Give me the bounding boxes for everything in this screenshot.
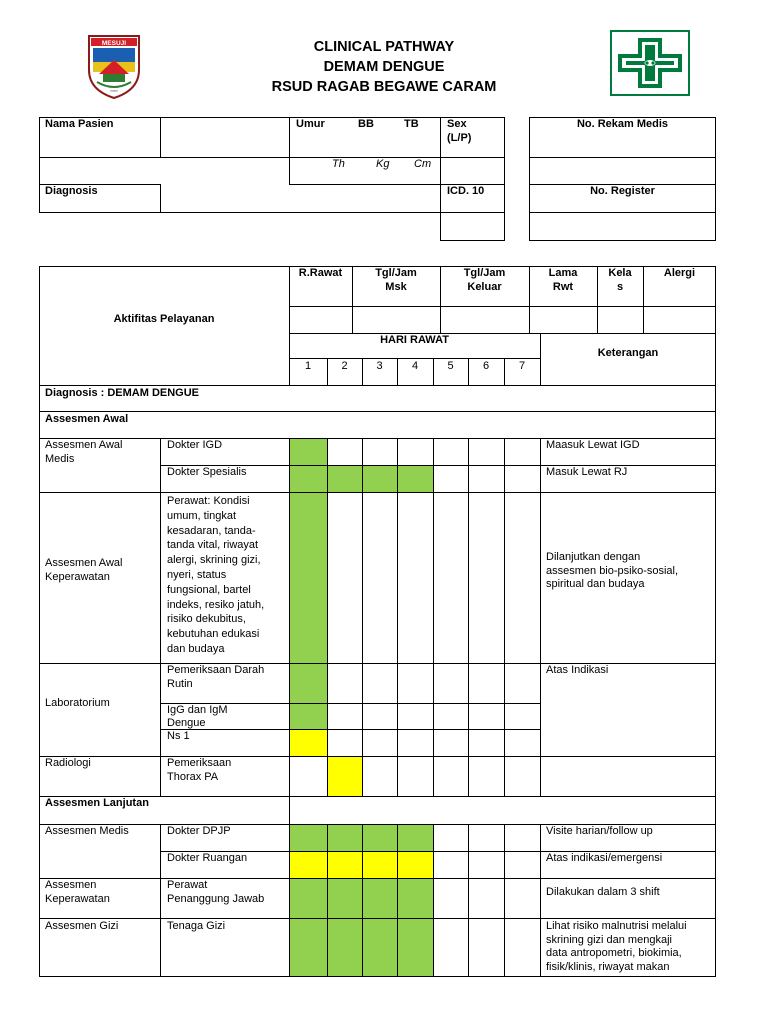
cm-unit: Cm (414, 158, 432, 170)
assesmen-gizi-label: Assesmen Gizi (45, 920, 119, 932)
fill-perawat-pj-day1-4 (289, 878, 433, 918)
dokter-igd-label: Dokter IGD (167, 439, 223, 451)
fill-spesialis-day1-4 (289, 465, 433, 492)
lama-rawat-header: Lama Rwt (548, 267, 578, 293)
svg-text:▪▪▪▪▪▪: ▪▪▪▪▪▪ (110, 89, 118, 93)
fill-lab-day1 (289, 663, 327, 729)
fill-ns1-day1 (289, 729, 327, 756)
aktifitas-header: Aktifitas Pelayanan (113, 313, 215, 325)
day-4: 4 (411, 360, 419, 372)
perawat-pj-note: Dilakukan dalam 3 shift (546, 886, 660, 898)
alergi-header: Alergi (663, 267, 696, 279)
diagnosis-row: Diagnosis : DEMAM DENGUE (45, 387, 200, 399)
dpjp-note: Visite harian/follow up (546, 825, 653, 837)
laboratorium-label: Laboratorium (45, 697, 110, 709)
darah-rutin-label: Pemeriksaan Darah Rutin (167, 664, 265, 690)
fill-gizi-day1-4 (289, 918, 433, 976)
tgl-keluar-header: Tgl/Jam Keluar (463, 267, 506, 293)
tenaga-gizi-label: Tenaga Gizi (167, 920, 226, 932)
day-3: 3 (376, 360, 383, 372)
assesmen-awal-section: Assesmen Awal (45, 413, 129, 425)
nama-pasien-label: Nama Pasien (45, 118, 114, 130)
tb-label: TB (404, 118, 419, 130)
title-line-3: RSUD RAGAB BEGAWE CARAM (271, 79, 497, 95)
fill-dpjp-day1-4 (289, 824, 433, 851)
day-7: 7 (518, 360, 526, 372)
svg-text:MESUJI: MESUJI (101, 40, 127, 47)
title-line-2: DEMAM DENGUE (323, 59, 445, 75)
dokter-dpjp-label: Dokter DPJP (167, 825, 231, 837)
perawat-pj-label: Perawat Penanggung Jawab (167, 879, 265, 905)
register-label: No. Register (590, 185, 655, 197)
ruangan-note: Atas indikasi/emergensi (546, 852, 663, 864)
bb-label: BB (358, 118, 374, 130)
lab-note: Atas Indikasi (546, 664, 609, 676)
hari-rawat-header: HARI RAWAT (380, 334, 449, 346)
fill-thorax-day2 (327, 756, 362, 796)
awal-medis-label: Assesmen Awal Medis (45, 439, 123, 465)
assesmen-lanjutan-section: Assesmen Lanjutan (45, 797, 149, 809)
diagnosis-label: Diagnosis (45, 185, 98, 197)
awal-keperawatan-label: Assesmen Awal Keperawatan (45, 557, 123, 583)
kg-unit: Kg (376, 158, 390, 170)
day-2: 2 (341, 360, 348, 372)
radiologi-label: Radiologi (45, 757, 91, 769)
day-1: 1 (304, 360, 312, 372)
igg-igm-label: IgG dan IgM Dengue (167, 704, 228, 729)
sex-label: Sex (L/P) (447, 118, 472, 144)
assesmen-medis-label: Assesmen Medis (45, 825, 129, 837)
fill-perawat-day1 (289, 492, 327, 663)
dokter-igd-note: Maasuk Lewat IGD (546, 439, 640, 451)
day-6: 6 (482, 360, 490, 372)
kelas-header: Kela s (608, 267, 632, 293)
umur-label: Umur (296, 118, 325, 130)
r-rawat-header: R.Rawat (298, 267, 343, 279)
title-line-1: CLINICAL PATHWAY (313, 39, 455, 55)
rekam-medis-label: No. Rekam Medis (576, 118, 669, 130)
assesmen-keperawatan-label: Assesmen Keperawatan (45, 879, 110, 905)
perawat-note: Dilanjutkan dengan assesmen bio-psiko-sosial, spiritual dan budaya (546, 551, 679, 590)
day-5: 5 (447, 360, 454, 372)
ns1-label: Ns 1 (167, 730, 190, 742)
tgl-masuk-header: Tgl/Jam Msk (375, 267, 417, 293)
dokter-ruangan-label: Dokter Ruangan (167, 852, 248, 864)
fill-igd-day1 (289, 438, 327, 465)
gizi-note: Lihat risiko malnutrisi melalui skrining gizi dan mengkaji data antropometri, biokimia, fisik/klinis, riwayat makan (546, 920, 687, 973)
th-unit: Th (332, 158, 345, 170)
keterangan-header: Keterangan (597, 347, 659, 359)
thorax-label: Pemeriksaan Thorax PA (167, 757, 232, 783)
dokter-spesialis-label: Dokter Spesialis (167, 466, 247, 478)
dokter-spesialis-note: Masuk Lewat RJ (546, 466, 628, 478)
perawat-kondisi-label: Perawat: Kondisi umum, tingkat kesadaran, tanda- tanda vital, riwayat alergi, skrining gizi, nyeri, status fungsional, bartel indeks, resiko jatuh, risiko dekubitus, kebutuhan edukasi dan budaya (167, 495, 265, 655)
icd-label: ICD. 10 (447, 185, 485, 197)
fill-ruangan-day1-4 (289, 851, 433, 878)
